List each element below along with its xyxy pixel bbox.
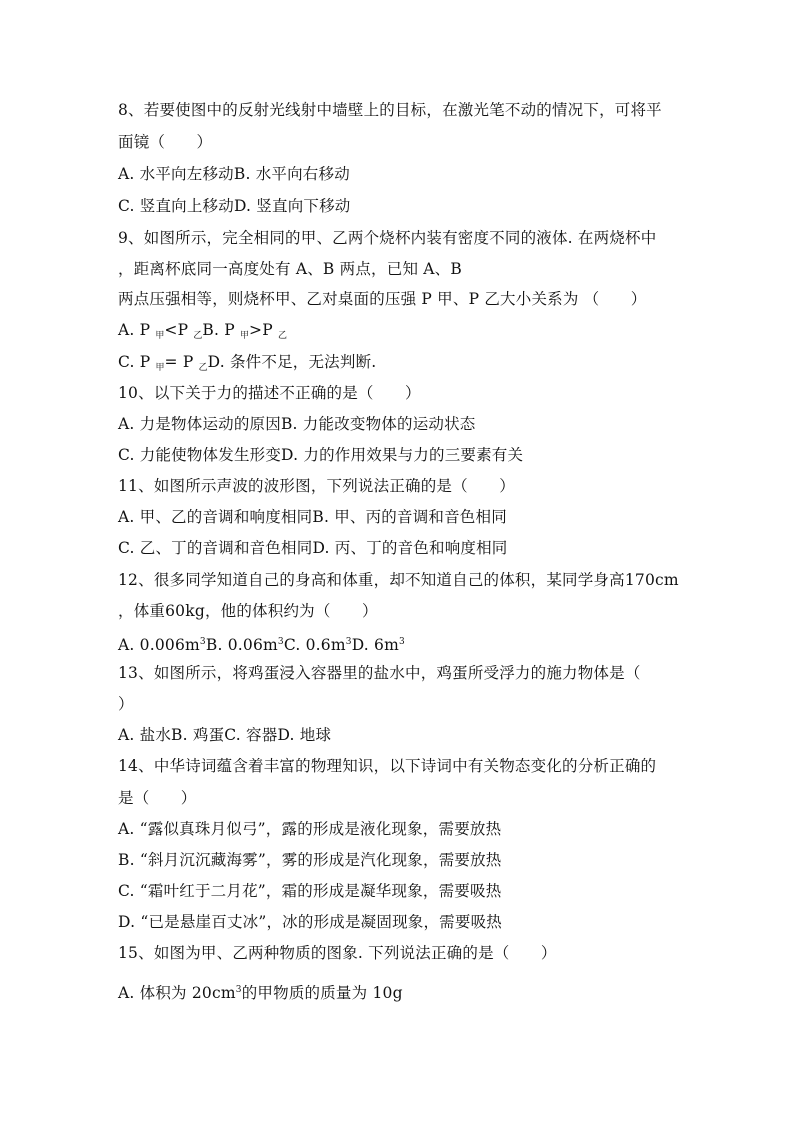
superscript: 3 — [199, 637, 206, 647]
option-c: C. 0.6m — [283, 636, 346, 654]
question-8-options-ab: A. 水平向左移动B. 水平向右移动 — [118, 165, 350, 183]
question-8-stem-line-1: 8、若要使图中的反射光线射中墙壁上的目标，在激光笔不动的情况下，可将平 — [118, 101, 662, 119]
question-10-options-cd: C. 力能使物体发生形变D. 力的作用效果与力的三要素有关 — [118, 446, 524, 464]
option-text: C. P — [118, 353, 156, 371]
question-9-stem-line-3: 两点压强相等，则烧杯甲、乙对桌面的压强 P 甲、P 乙大小关系为 （ ） — [118, 290, 647, 308]
superscript: 3 — [235, 985, 242, 995]
question-12-stem-line-2: ，体重60kg，他的体积约为（ ） — [118, 602, 378, 620]
subscript: 乙 — [193, 331, 203, 341]
option-a: A. 0.006m — [118, 636, 200, 654]
option-text: >P — [249, 321, 278, 339]
question-9-options-ab — [118, 320, 678, 346]
question-12-options — [118, 632, 678, 655]
question-12-stem-line-1: 12、很多同学知道自己的身高和体重，却不知道自己的体积，某同学身高170cm — [118, 571, 679, 589]
superscript: 3 — [399, 637, 405, 647]
option-text: = P — [164, 353, 199, 371]
question-9-stem-line-1: 9、如图所示，完全相同的甲、乙两个烧杯内装有密度不同的液体. 在两烧杯中 — [118, 229, 657, 247]
option-text: <P — [164, 321, 194, 339]
question-15-stem: 15、如图为甲、乙两种物质的图象. 下列说法正确的是（ ） — [118, 944, 557, 962]
question-10-stem: 10、以下关于力的描述不正确的是（ ） — [118, 384, 421, 402]
option-text: 的甲物质的质量为 10g — [241, 984, 403, 1002]
question-14-option-d: D. “已是悬崖百丈冰”，冰的形成是凝固现象，需要吸热 — [118, 913, 502, 931]
superscript: 3 — [277, 637, 284, 647]
question-11-stem: 11、如图所示声波的波形图，下列说法正确的是（ ） — [118, 477, 515, 495]
question-13-options: A. 盐水B. 鸡蛋C. 容器D. 地球 — [118, 726, 332, 744]
option-text: A. P — [118, 321, 156, 339]
subscript: 乙 — [198, 363, 208, 373]
question-8-options-cd: C. 竖直向上移动D. 竖直向下移动 — [118, 197, 351, 215]
subscript: 甲 — [155, 331, 165, 341]
option-text: D. 条件不足，无法判断. — [207, 353, 377, 371]
subscript: 甲 — [155, 363, 165, 373]
question-14-option-a: A. “露似真珠月似弓”，露的形成是液化现象，需要放热 — [118, 820, 502, 838]
question-13-stem-line-2: ） — [118, 695, 134, 713]
question-9-options-cd — [118, 352, 678, 378]
question-9-stem-line-2: ，距离杯底同一高度处有 A、B 两点，已知 A、B — [118, 260, 462, 278]
option-text: B. P — [202, 321, 240, 339]
question-8-stem-line-2: 面镜（ ） — [118, 133, 213, 151]
question-14-option-b: B. “斜月沉沉藏海雾”，雾的形成是汽化现象，需要放热 — [118, 851, 502, 869]
option-text: A. 体积为 — [118, 984, 192, 1002]
superscript: 3 — [345, 637, 352, 647]
question-11-options-cd: C. 乙、丁的音调和音色相同D. 丙、丁的音色和响度相同 — [118, 539, 508, 557]
subscript: 乙 — [277, 331, 287, 341]
question-14-stem-line-1: 14、中华诗词蕴含着丰富的物理知识，以下诗词中有关物态变化的分析正确的 — [118, 757, 657, 775]
question-14-option-c: C. “霜叶红于二月花”，霜的形成是凝华现象，需要吸热 — [118, 882, 502, 900]
subscript: 甲 — [240, 331, 250, 341]
question-15-option-a — [118, 980, 678, 1003]
volume-value: 20cm — [191, 984, 236, 1002]
option-d: D. 6m — [351, 636, 400, 654]
question-14-stem-line-2: 是（ ） — [118, 789, 197, 807]
question-13-stem-line-1: 13、如图所示，将鸡蛋浸入容器里的盐水中，鸡蛋所受浮力的施力物体是（ — [118, 664, 641, 682]
question-10-options-ab: A. 力是物体运动的原因B. 力能改变物体的运动状态 — [118, 415, 476, 433]
option-b: B. 0.06m — [205, 636, 278, 654]
question-11-options-ab: A. 甲、乙的音调和响度相同B. 甲、丙的音调和音色相同 — [118, 508, 507, 526]
